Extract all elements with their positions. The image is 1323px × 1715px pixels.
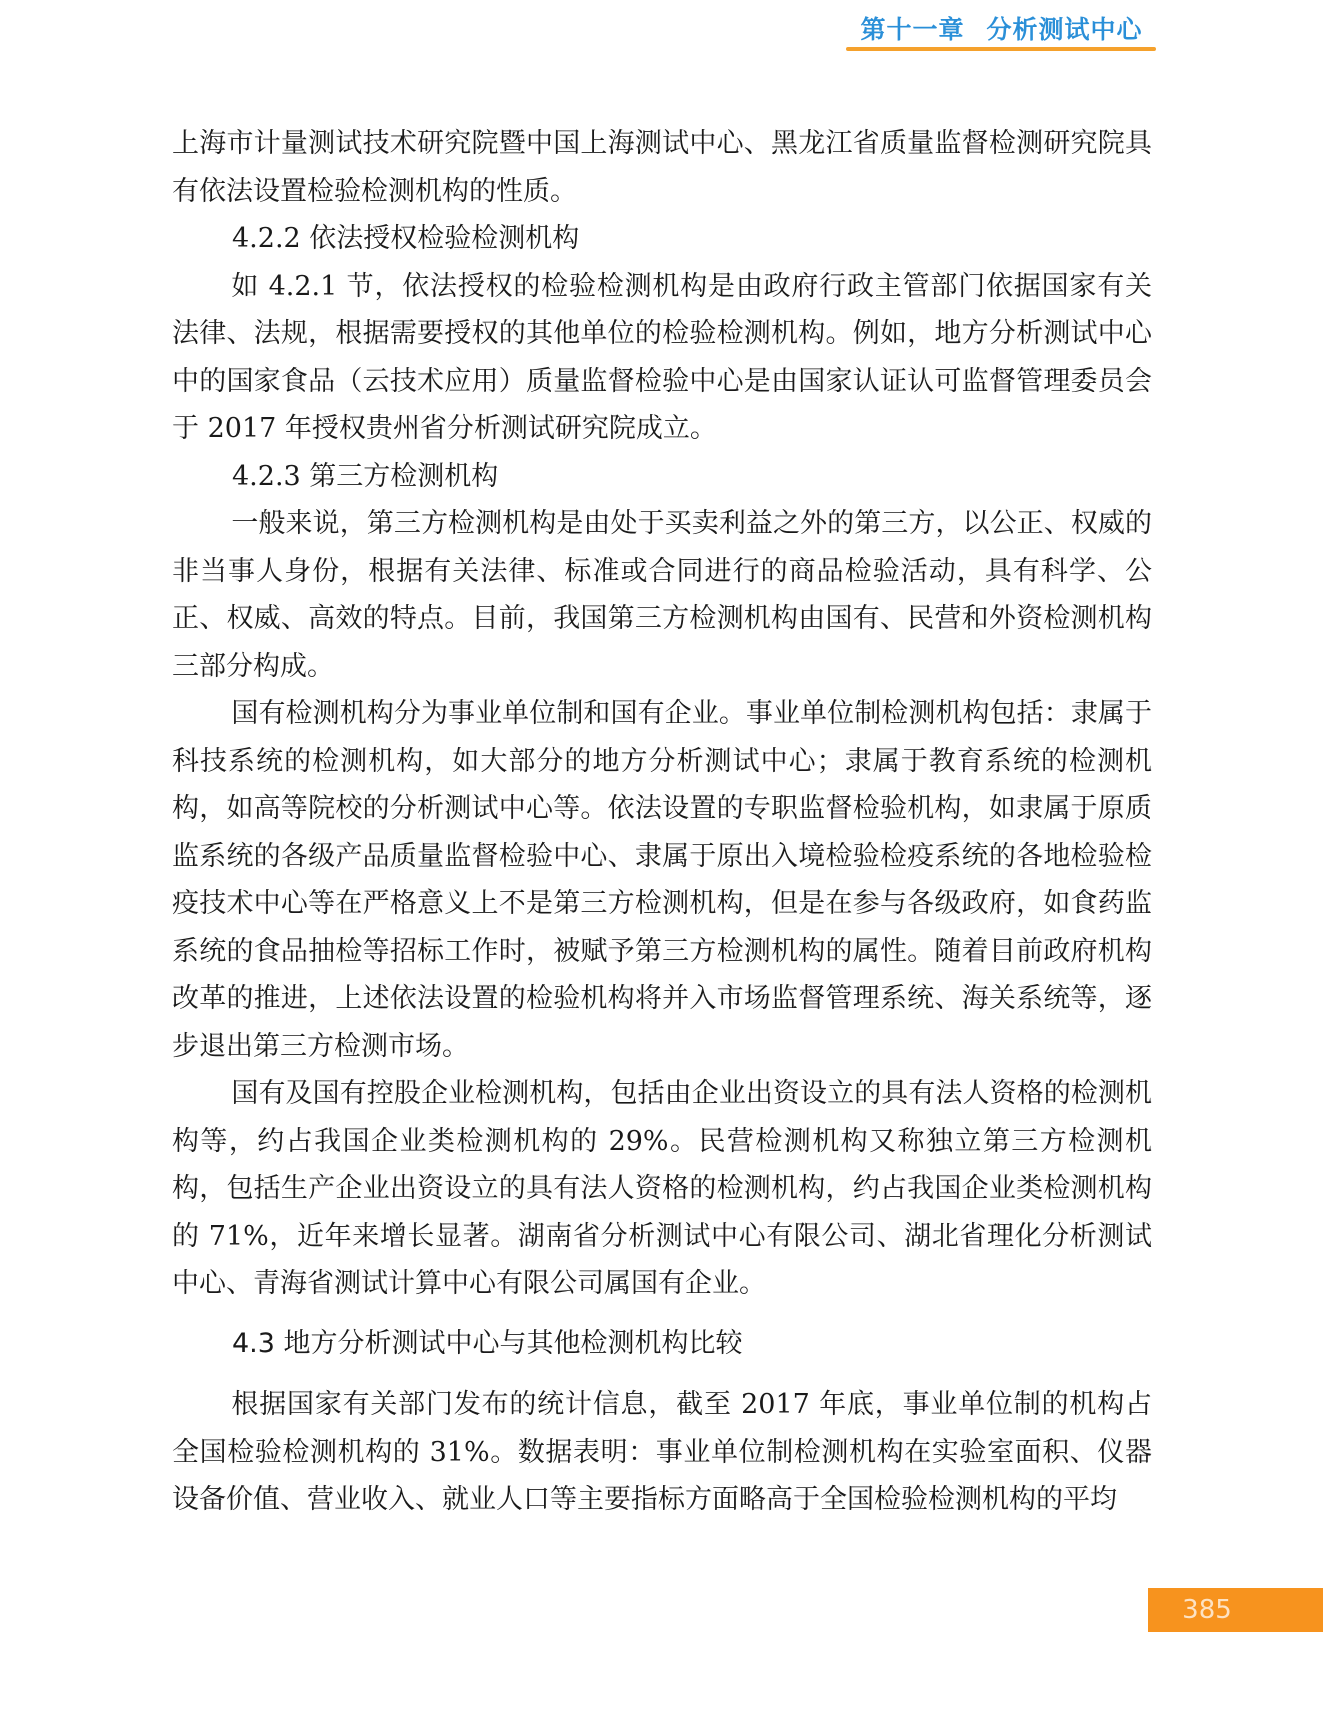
page-number-tab: [1148, 1588, 1323, 1632]
page-number: 385: [1182, 1595, 1232, 1625]
header-rule: [846, 47, 1156, 51]
section-heading-4-3: 4.3 地方分析测试中心与其他检测机构比较: [232, 1327, 743, 1359]
section-heading-4-2-2: 4.2.2 依法授权检验检测机构: [232, 223, 580, 254]
paragraph-continuation: 上海市计量测试技术研究院暨中国上海测试中心、黑龙江省质量监督检测研究院具有依法设置检验检测机构的性质。: [172, 128, 1152, 207]
chapter-title: 分析测试中心: [986, 15, 1143, 44]
paragraph-authorized-agencies: 如 4.2.1 节，依法授权的检验检测机构是由政府行政主管部门依据国家有关法律、法规，根据需要授权的其他单位的检验检测机构。例如，地方分析测试中心中的国家食品（云技术应用）质量监督检验中心是由国家认证认可监督管理委员会于 2017 年授权贵州省分析测试研究院成立。: [172, 270, 1152, 444]
paragraph-enterprise-agencies: 国有及国有控股企业检测机构，包括由企业出资设立的具有法人资格的检测机构等，约占我国企业类检测机构的 29%。民营检测机构又称独立第三方检测机构，包括生产企业出资设立的具有法人资格的检测机构，约占我国企业类检测机构的 71%，近年来增长显著。湖南省分析测试中心有限公司、湖北省理化分析测试中心、青海省测试计算中心有限公司属国有企业。: [172, 1078, 1152, 1299]
paragraph-third-party-definition: 一般来说，第三方检测机构是由处于买卖利益之外的第三方，以公正、权威的非当事人身份，根据有关法律、标准或合同进行的商品检验活动，具有科学、公正、权威、高效的特点。目前，我国第三方检测机构由国有、民营和外资检测机构三部分构成。: [172, 508, 1152, 682]
paragraph-statistics: 根据国家有关部门发布的统计信息，截至 2017 年底，事业单位制的机构占全国检验检测机构的 31%。数据表明：事业单位制检测机构在实验室面积、仪器设备价值、营业收入、就业人口等主要指标方面略高于全国检验检测机构的平均: [172, 1389, 1152, 1515]
page-body: [172, 120, 1152, 1524]
chapter-label: 第十一章: [860, 15, 965, 44]
paragraph-state-owned-agencies: 国有检测机构分为事业单位制和国有企业。事业单位制检测机构包括：隶属于科技系统的检测机构，如大部分的地方分析测试中心；隶属于教育系统的检测机构，如高等院校的分析测试中心等。依法设置的专职监督检验机构，如隶属于原质监系统的各级产品质量监督检验中心、隶属于原出入境检验检疫系统的各地检验检疫技术中心等在严格意义上不是第三方检测机构，但是在参与各级政府，如食药监系统的食品抽检等招标工作时，被赋予第三方检测机构的属性。随着目前政府机构改革的推进，上述依法设置的检验机构将并入市场监督管理系统、海关系统等，逐步退出第三方检测市场。: [172, 698, 1152, 1062]
section-heading-4-2-3: 4.2.3 第三方检测机构: [232, 460, 499, 492]
